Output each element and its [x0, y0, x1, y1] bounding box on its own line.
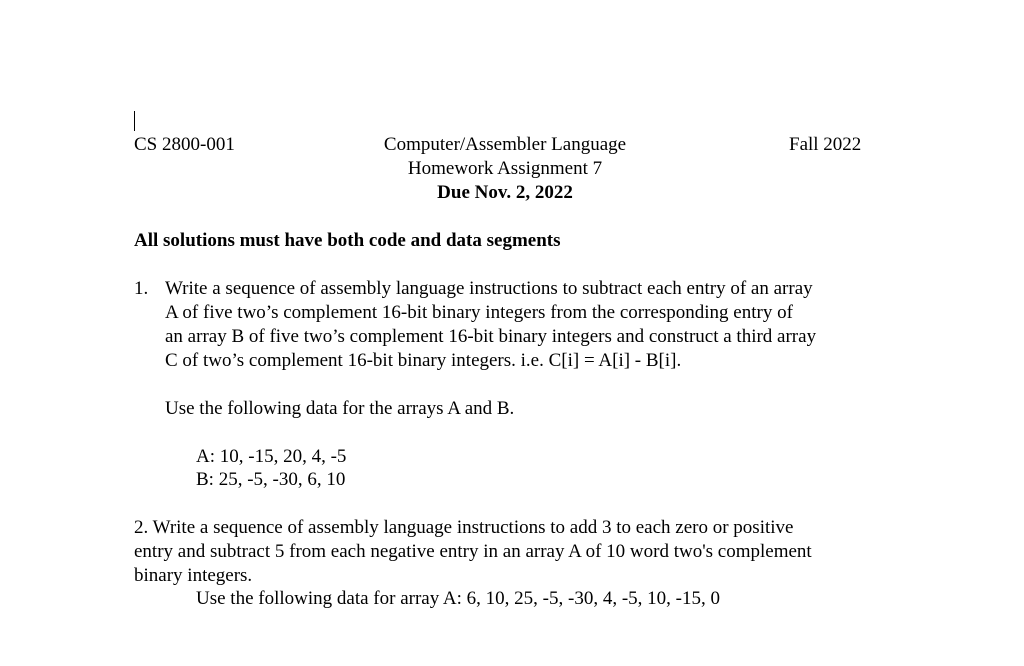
text-cursor [134, 111, 135, 131]
q2-line: entry and subtract 5 from each negative entry in an array A of 10 word two's complement [134, 541, 812, 562]
q1-line: C of two’s complement 16-bit binary integers. i.e. C[i] = A[i] - B[i]. [165, 350, 682, 371]
q2-line: 2. Write a sequence of assembly language instructions to add 3 to each zero or positive [134, 517, 794, 538]
solutions-note: All solutions must have both code and data segments [134, 230, 561, 251]
q1-number: 1. [134, 278, 149, 299]
q1-array-a: A: 10, -15, 20, 4, -5 [196, 446, 347, 467]
course-code: CS 2800-001 [134, 134, 235, 155]
due-date: Due Nov. 2, 2022 [437, 182, 573, 203]
q1-line: Write a sequence of assembly language instructions to subtract each entry of an array [165, 278, 813, 299]
course-title: Computer/Assembler Language [383, 134, 627, 155]
q1-data-intro: Use the following data for the arrays A and B. [165, 398, 515, 419]
q2-data: Use the following data for array A: 6, 10, 25, -5, -30, 4, -5, 10, -15, 0 [196, 588, 720, 609]
assignment-title: Homework Assignment 7 [407, 158, 603, 179]
q1-line: an array B of five two’s complement 16-bit binary integers and construct a third array [165, 326, 817, 347]
term: Fall 2022 [789, 134, 862, 155]
q1-array-b: B: 25, -5, -30, 6, 10 [196, 469, 346, 490]
q1-line: A of five two’s complement 16-bit binary integers from the corresponding entry of [165, 302, 793, 323]
q2-line: binary integers. [134, 565, 253, 586]
